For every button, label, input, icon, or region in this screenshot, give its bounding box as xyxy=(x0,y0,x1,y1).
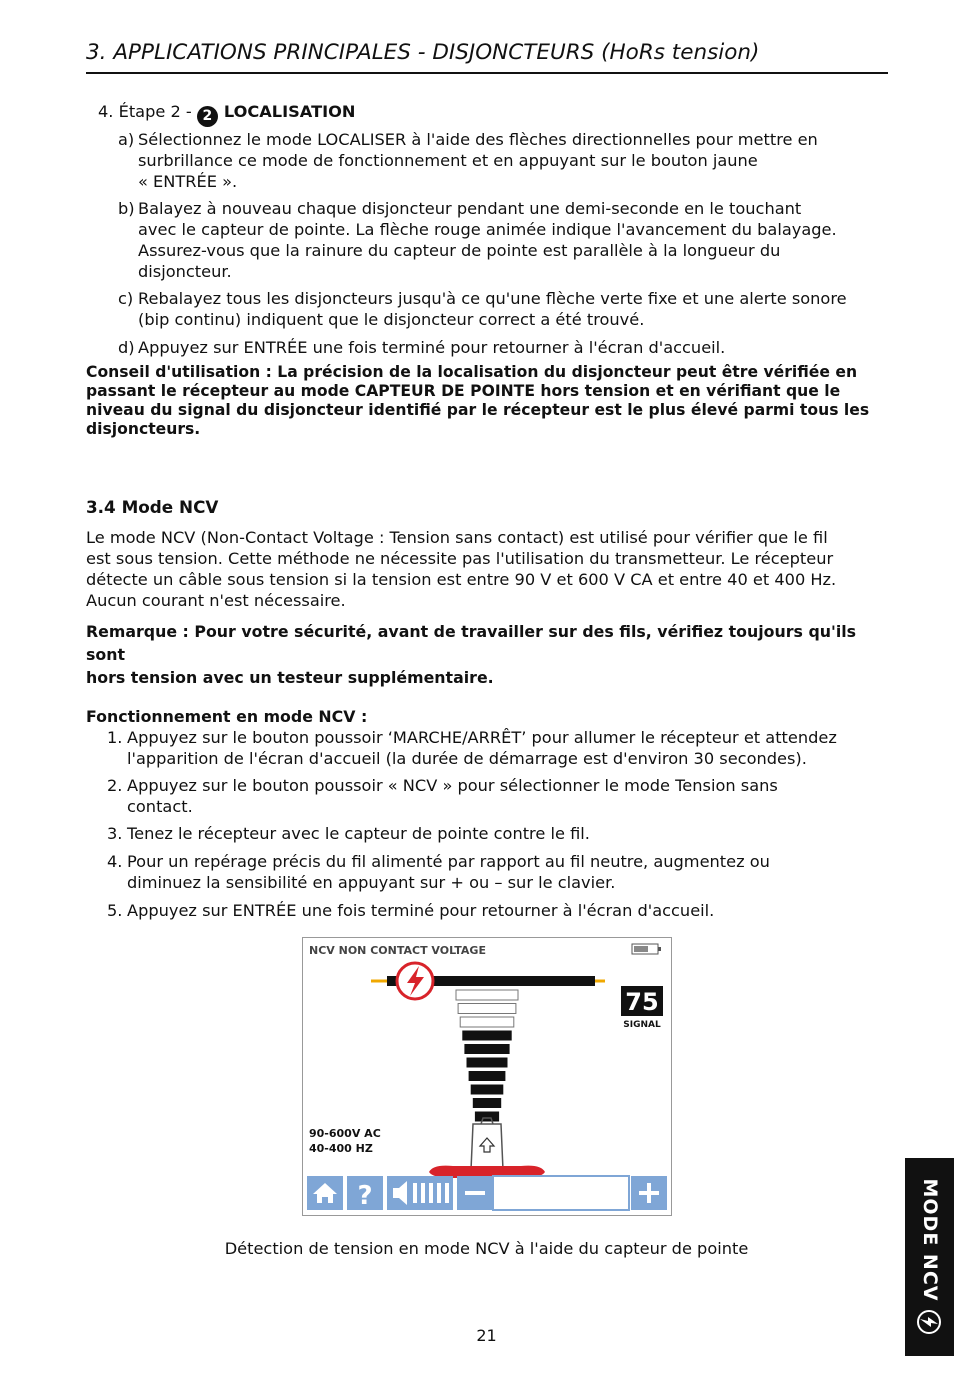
tip-line: niveau du signal du disjoncteur identifié par le récepteur est le plus élevé parmi tous les xyxy=(86,401,870,419)
operation-item-label: 2. xyxy=(107,776,123,795)
step-item-line: Balayez à nouveau chaque disjoncteur pendant une demi-seconde en le touchant xyxy=(138,199,802,218)
section-paragraph-line: Aucun courant n'est nécessaire. xyxy=(86,591,346,610)
minus-icon xyxy=(465,1191,485,1195)
section-heading: 3.4 Mode NCV xyxy=(86,497,219,517)
step-item-line: « ENTRÉE ». xyxy=(138,172,238,191)
step-item-label: b) xyxy=(118,199,135,218)
operation-item-label: 5. xyxy=(107,901,123,920)
signal-bar xyxy=(469,1071,506,1081)
screen-toolbar xyxy=(307,1176,667,1211)
signal-bar xyxy=(462,1031,511,1041)
usage-tip xyxy=(86,363,886,439)
operation-item-line: l'apparition de l'écran d'accueil (la durée de démarrage est d'environ 30 secondes). xyxy=(127,749,807,768)
lightning-icon xyxy=(397,963,433,999)
signal-bar xyxy=(456,990,518,1000)
step-item-line: Rebalayez tous les disjoncteurs jusqu'à ce qu'une flèche verte fixe et une alerte sonore xyxy=(138,289,847,308)
signal-bar xyxy=(475,1112,499,1122)
figure-caption: Détection de tension en mode NCV à l'aide du capteur de pointe xyxy=(224,1239,749,1258)
operation-item-text xyxy=(127,900,897,921)
frequency-range: 40-400 HZ xyxy=(309,1142,373,1155)
section-paragraph-line: détecte un câble sous tension si la tension est entre 90 V et 600 V CA et entre 40 et 400 Hz. xyxy=(86,570,837,589)
step-item-text xyxy=(138,337,898,358)
operation-heading: Fonctionnement en mode NCV : xyxy=(86,707,368,726)
operation-item-text xyxy=(127,823,897,844)
section-paragraph xyxy=(86,527,896,611)
voltage-range: 90-600V AC xyxy=(309,1127,381,1140)
device-screen-figure xyxy=(302,937,672,1216)
signal-label: SIGNAL xyxy=(623,1020,661,1030)
header-rule xyxy=(86,72,888,74)
tip-line: disjoncteurs. xyxy=(86,420,201,438)
page-number: 21 xyxy=(476,1326,497,1345)
probe-sensor xyxy=(429,1118,545,1178)
operation-item-label: 4. xyxy=(107,852,123,871)
side-tab-content xyxy=(905,1158,954,1356)
step-item-text xyxy=(138,288,898,330)
operation-item-line: Pour un repérage précis du fil alimenté par rapport au fil neutre, augmentez ou xyxy=(127,852,770,871)
step-item-label: d) xyxy=(118,338,135,357)
signal-bar xyxy=(460,1017,514,1027)
step-item-line: surbrillance ce mode de fonctionnement et en appuyant sur le bouton jaune xyxy=(138,151,758,170)
step-item-line: (bip continu) indiquent que le disjoncteur correct a été trouvé. xyxy=(138,310,645,329)
safety-remark-line: Remarque : Pour votre sécurité, avant de travailler sur des fils, vérifiez toujours qu'ils sont xyxy=(86,622,857,664)
operation-item-line: Tenez le récepteur avec le capteur de pointe contre le fil. xyxy=(127,824,590,843)
operation-item-label: 1. xyxy=(107,728,123,747)
signal-bar xyxy=(464,1044,509,1054)
operation-item-line: Appuyez sur le bouton poussoir ‘MARCHE/ARRÊT’ pour allumer le récepteur et attendez xyxy=(127,728,837,747)
step-item-text xyxy=(138,198,898,282)
operation-item-line: diminuez la sensibilité en appuyant sur + ou – sur le clavier. xyxy=(127,873,616,892)
step-item-line: Assurez-vous que la rainure du capteur de pointe est parallèle à la longueur du xyxy=(138,241,781,260)
lightning-icon xyxy=(917,1309,943,1335)
battery-icon xyxy=(632,944,661,954)
screen-title: NCV NON CONTACT VOLTAGE xyxy=(309,944,486,957)
step-prefix: 4. Étape 2 - xyxy=(98,102,192,121)
sensitivity-bar xyxy=(493,1176,629,1210)
step-item-text xyxy=(138,129,898,192)
step-item-line: Appuyez sur ENTRÉE une fois terminé pour retourner à l'écran d'accueil. xyxy=(138,338,726,357)
tip-line: passant le récepteur au mode CAPTEUR DE POINTE hors tension et en vérifiant que le xyxy=(86,382,841,400)
section-paragraph-line: est sous tension. Cette méthode ne nécessite pas l'utilisation du transmetteur. Le récepteur xyxy=(86,549,834,568)
step-item-line: avec le capteur de pointe. La flèche rouge animée indique l'avancement du balayage. xyxy=(138,220,837,239)
step-number-badge: 2 xyxy=(197,106,218,127)
operation-item-text xyxy=(127,727,897,769)
operation-item-text xyxy=(127,775,897,817)
device-screen-svg xyxy=(303,938,671,1215)
safety-remark xyxy=(86,620,896,689)
step-item-label: a) xyxy=(118,130,135,149)
step-item-line: Sélectionnez le mode LOCALISER à l'aide des flèches directionnelles pour mettre en xyxy=(138,130,818,149)
signal-bar xyxy=(471,1085,504,1095)
operation-item-line: Appuyez sur le bouton poussoir « NCV » pour sélectionner le mode Tension sans xyxy=(127,776,778,795)
signal-value: 75 xyxy=(625,988,659,1016)
signal-bar xyxy=(473,1098,501,1108)
operation-item-line: Appuyez sur ENTRÉE une fois terminé pour retourner à l'écran d'accueil. xyxy=(127,901,715,920)
step-item-line: disjoncteur. xyxy=(138,262,232,281)
section-paragraph-line: Le mode NCV (Non-Contact Voltage : Tension sans contact) est utilisé pour vérifier que le fil xyxy=(86,528,828,547)
step-item-label: c) xyxy=(118,289,134,308)
signal-bar xyxy=(458,1004,516,1014)
operation-item-text xyxy=(127,851,897,893)
tip-line: Conseil d'utilisation : La précision de la localisation du disjoncteur peut être vérifiée en xyxy=(86,363,858,381)
page-header-title: 3. APPLICATIONS PRINCIPALES - DISJONCTEURS (HoRs tension) xyxy=(86,40,760,65)
operation-item-label: 3. xyxy=(107,824,123,843)
safety-remark-line: hors tension avec un testeur supplémentaire. xyxy=(86,668,494,687)
signal-bar xyxy=(467,1058,508,1068)
side-tab xyxy=(905,1158,954,1356)
step-heading xyxy=(98,101,355,127)
help-icon: ? xyxy=(357,1181,373,1211)
side-tab-label: MODE NCV xyxy=(919,1178,941,1302)
operation-item-line: contact. xyxy=(127,797,193,816)
step-title: LOCALISATION xyxy=(223,102,356,121)
